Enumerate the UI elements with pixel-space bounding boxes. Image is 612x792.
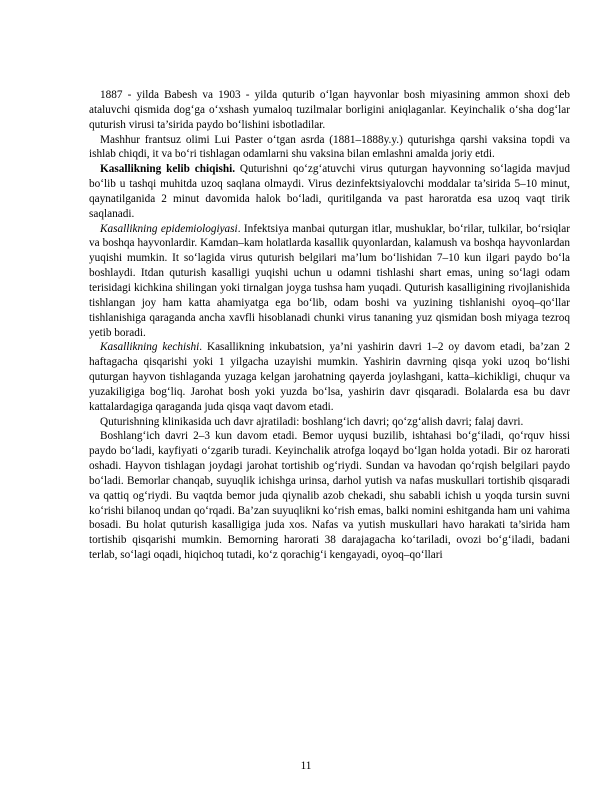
paragraph-clinical-periods: [89, 415, 570, 430]
paragraph-epidemiology: [89, 222, 570, 341]
paragraph-text: Boshlang‘ich davri 2–3 kun davom etadi. Bemor uyqusi buzilib, ishtahasi bo‘g‘iladi, qo‘rquv hissi paydo bo‘ladi, kayfiyati o‘zgarib turadi. Keyinchalik atrofga loqayd bo‘lgan holda yotadi. Bir oz harorati oshadi. Hayvon tishlagan joydagi jarohat tortishib og‘riydi. Sundan va havodan qo‘rqish belgilari paydo bo‘ladi. Bemorlar chanqab, suyuqlik ichishga urinsa, darhol yutish va nafas muskullari tortishib qisqaradi va qattiq og‘riydi. Bu vaqtda bemor juda qiynalib azob chekadi, shu sababli ichish u yoqda tursin suvni ko‘rishi bilanoq undan qo‘rqadi. Ba’zan suyuqlikni ko‘rish emas, balki nomini eshitganda ham uni vahima bosadi. Bu holat quturish kasalligiga juda xos. Nafas va yutish muskullari havo harakati ta’sirida ham tortishib qisqarishi mumkin. Bemorning harorati 38 darajagacha ko‘tariladi, ovozi bo‘g‘iladi, badani terlab, so‘lagi oqadi, hiqichoq tutadi, ko‘z qorachig‘i kengayadi, oyoq–qo‘llari: [89, 430, 570, 562]
paragraph-initial-period: [89, 429, 570, 563]
section-heading-origin: Kasallikning kelib chiqishi.: [100, 163, 236, 176]
paragraph-text: . Kasallikning inkubatsion, ya’ni yashirin davri 1–2 oy davom etadi, ba’zan 2 haftagacha qisqarishi yoki 1 yilgacha uzayishi mumkin. Yashirin davrning qisqa yoki uzoq bo‘lishi quturgan hayvon tishlaganda yuzaga kelgan jarohatning qayerda joylashgani, katta–kichikligi, chuqur va yuzakiligiga bog‘liq. Jarohat bosh yoki yuzda bo‘lsa, yashirin davr qisqaradi. Bolalarda esa bu davr kattalardagiga qaraganda juda qisqa vaqt davom etadi.: [89, 341, 570, 413]
page-number: 11: [300, 760, 312, 772]
paragraph-history-pasteur: [89, 133, 570, 163]
paragraph-text: Quturishning klinikasida uch davr ajratiladi: boshlang‘ich davri; qo‘zg‘alish davri; falaj davri.: [100, 415, 524, 428]
paragraph-origin: [89, 162, 570, 221]
paragraph-text: Mashhur frantsuz olimi Lui Paster o‘tgan asrda (1881–1888y.y.) quturishga qarshi vaksina topdi va ishlab chiqdi, it va bo‘ri tishlagan odamlarni shu vaksina bilan emlashni amalda joriy etdi.: [89, 133, 570, 161]
paragraph-text: Quturishni qo‘zg‘atuvchi virus quturgan hayvonning so‘lagida mavjud bo‘lib u tashqi muhitda uzoq saqlana olmaydi. Virus dezinfektsiyalovchi moddalar ta’sirida 5–10 minut, qaynatilganida 2 minut davomida halok bo‘ladi, quritilganda va past haroratda esa uzoq vaqt tirik saqlanadi.: [89, 163, 570, 220]
paragraph-course: [89, 340, 570, 414]
section-heading-course: Kasallikning kechishi: [100, 341, 200, 354]
paragraph-text: . Infektsiya manbai quturgan itlar, mushuklar, bo‘rilar, tulkilar, bo‘rsiqlar va boshqa hayvonlardir. Kamdan–kam holatlarda kasallik quyonlardan, kalamush va boshqa hayvonlardan yuqishi mumkin. It so‘lagida virus quturish belgilari ma’lum bo‘lishidan 7–10 kun ilgari paydo bo‘la boshlaydi. Itdan quturish kasalligi yuqishi uchun u odamni tishlashi shart emas, uning so‘lagi odam terisidagi kichkina shilingan yoki tirnalgan joyga tushsa ham yuqadi. Quturish kasalligining rivojlanishida tishlangan joy ham katta ahamiyatga ega bo‘lib, odam boshi va yuzining tishlanishi oyoq–qo‘llar tishlanishiga qaraganda ancha xavfli hisoblanadi chunki virus tananing yuz qismidan bosh miyaga tezroq yetib boradi.: [89, 222, 570, 339]
section-heading-epidemiology: Kasallikning epidemiologiyasi: [100, 222, 238, 235]
paragraph-text: 1887 - yilda Babesh va 1903 - yilda quturib o‘lgan hayvonlar bosh miyasining ammon shoxi deb ataluvchi qismida dog‘ga o‘xshash yumaloq tuzilmalar borligini aniqlaganlar. Keyinchalik o‘sha dog‘lar quturish virusi ta’sirida paydo bo‘lishini isbotladilar.: [89, 89, 570, 131]
document-body: [89, 88, 570, 563]
paragraph-history-babesh: [89, 88, 570, 133]
